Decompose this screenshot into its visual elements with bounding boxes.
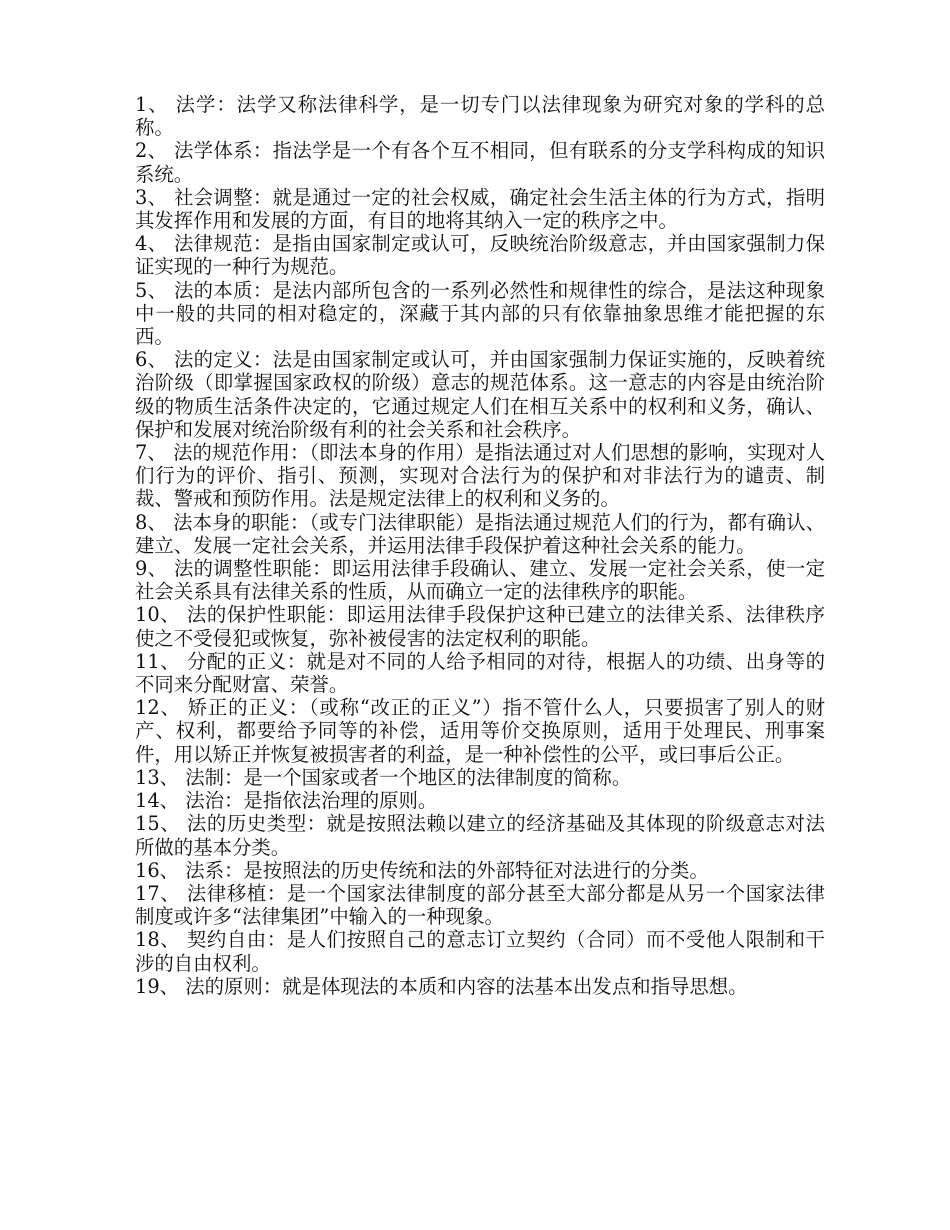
definition-entry-1: 1、 法学：法学又称法律科学，是一切专门以法律现象为研究对象的学科的总称。	[135, 93, 825, 140]
document-body	[135, 93, 825, 998]
definition-entry-2: 2、 法学体系：指法学是一个有各个互不相同，但有联系的分支学科构成的知识系统。	[135, 139, 825, 186]
definition-entry-6: 6、 法的定义：法是由国家制定或认可，并由国家强制力保证实施的，反映着统治阶级（即掌握国家政权的阶级）意志的规范体系。这一意志的内容是由统治阶级的物质生活条件决定的，它通过规定人们在相互关系中的权利和义务，确认、保护和发展对统治阶级有利的社会关系和社会秩序。	[135, 348, 825, 441]
definition-entry-13: 13、 法制：是一个国家或者一个地区的法律制度的简称。	[135, 765, 632, 789]
definition-entry-19: 19、 法的原则：就是体现法的本质和内容的法基本出发点和指导思想。	[135, 974, 748, 998]
definition-entry-16: 16、 法系：是按照法的历史传统和法的外部特征对法进行的分类。	[135, 858, 709, 882]
definition-entry-3: 3、 社会调整：就是通过一定的社会权威，确定社会生活主体的行为方式，指明其发挥作用和发展的方面，有目的地将其纳入一定的秩序之中。	[135, 185, 825, 233]
definition-entry-10: 10、 法的保护性职能：即运用法律手段保护这种已建立的法律关系、法律秩序使之不受侵犯或恢复，弥补被侵害的法定权利的职能。	[135, 603, 825, 650]
definition-entry-14: 14、 法治：是指依法治理的原则。	[135, 789, 438, 813]
definition-entry-4: 4、 法律规范：是指由国家制定或认可，反映统治阶级意志，并由国家强制力保证实现的一种行为规范。	[135, 232, 825, 279]
definition-entry-8: 8、 法本身的职能：（或专门法律职能）是指法通过规范人们的行为，都有确认、建立、发展一定社会关系，并运用法律手段保护着这种社会关系的能力。	[135, 510, 825, 557]
definition-entry-12: 12、 矫正的正义：（或称“改正的正义”）指不管什么人，只要损害了别人的财产、权利，都要给予同等的补偿，适用等价交换原则，适用于处理民、刑事案件，用以矫正并恢复被损害者的利益，是一种补偿性的公平，或曰事后公正。	[135, 696, 825, 766]
definition-entry-11: 11、 分配的正义：就是对不同的人给予相同的对待，根据人的功绩、出身等的不同来分配财富、荣誉。	[135, 649, 825, 697]
definition-entry-18: 18、 契约自由：是人们按照自己的意志订立契约（合同）而不受他人限制和干涉的自由权利。	[135, 928, 825, 975]
definition-entry-15: 15、 法的历史类型：就是按照法赖以建立的经济基础及其体现的阶级意志对法所做的基本分类。	[135, 812, 825, 859]
definition-entry-9: 9、 法的调整性职能：即运用法律手段确认、建立、发展一定社会关系，使一定社会关系具有法律关系的性质，从而确立一定的法律秩序的职能。	[135, 557, 825, 604]
definition-entry-17: 17、 法律移植：是一个国家法律制度的部分甚至大部分都是从另一个国家法律制度或许多“法律集团”中输入的一种现象。	[135, 881, 825, 929]
definition-entry-7: 7、 法的规范作用：（即法本身的作用）是指法通过对人们思想的影响，实现对人们行为的评价、指引、预测，实现对合法行为的保护和对非法行为的谴责、制裁、警戒和预防作用。法是规定法律上的权利和义务的。	[135, 441, 825, 511]
definition-entry-5: 5、 法的本质：是法内部所包含的一系列必然性和规律性的综合，是法这种现象中一般的共同的相对稳定的，深藏于其内部的只有依靠抽象思维才能把握的东西。	[135, 278, 825, 349]
